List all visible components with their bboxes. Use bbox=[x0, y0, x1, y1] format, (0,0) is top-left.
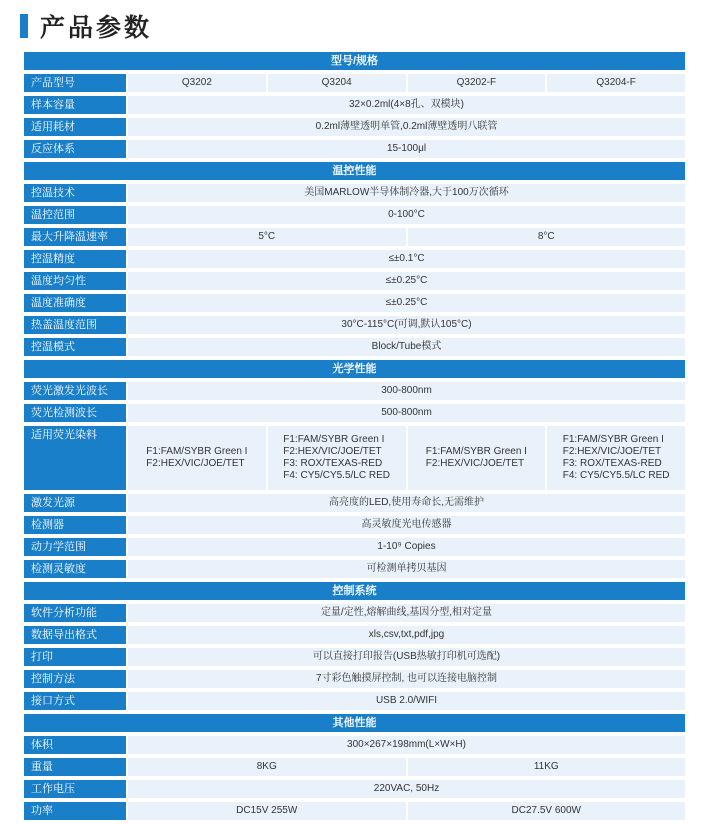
spec-values bbox=[128, 118, 685, 136]
dye-list bbox=[283, 434, 390, 482]
spec-label: 重量 bbox=[24, 758, 126, 776]
spec-label: 温控范围 bbox=[24, 206, 126, 224]
spec-label: 激发光源 bbox=[24, 494, 126, 512]
section-header: 温控性能 bbox=[24, 162, 685, 180]
spec-values bbox=[128, 736, 685, 754]
spec-label: 工作电压 bbox=[24, 780, 126, 798]
spec-value: 220VAC, 50Hz bbox=[128, 780, 685, 798]
page-header bbox=[20, 8, 152, 44]
spec-values bbox=[128, 74, 685, 92]
dye-line: F2:HEX/VIC/JOE/TET bbox=[146, 458, 245, 469]
spec-values bbox=[128, 272, 685, 290]
spec-value: 5°C bbox=[128, 228, 406, 246]
spec-value: 高灵敏度光电传感器 bbox=[128, 516, 685, 534]
spec-row bbox=[24, 802, 685, 820]
section-header: 型号/规格 bbox=[24, 52, 685, 70]
spec-value: ≤±0.25°C bbox=[128, 294, 685, 312]
spec-values bbox=[128, 516, 685, 534]
spec-value: Q3204 bbox=[268, 74, 406, 92]
dye-list bbox=[426, 446, 527, 470]
spec-label: 适用耗材 bbox=[24, 118, 126, 136]
spec-label: 打印 bbox=[24, 648, 126, 666]
spec-value: 1-10⁹ Copies bbox=[128, 538, 685, 556]
spec-value: 高亮度的LED,使用寿命长,无需维护 bbox=[128, 494, 685, 512]
dye-line: F4: CY5/CY5.5/LC RED bbox=[562, 470, 670, 481]
spec-row bbox=[24, 272, 685, 290]
spec-value: 0.2ml薄壁透明单管,0.2ml薄壁透明八联管 bbox=[128, 118, 685, 136]
spec-label: 软件分析功能 bbox=[24, 604, 126, 622]
spec-value: DC15V 255W bbox=[128, 802, 406, 820]
spec-values bbox=[128, 780, 685, 798]
dye-cell bbox=[408, 426, 546, 490]
dye-cell bbox=[128, 426, 266, 490]
spec-row bbox=[24, 96, 685, 114]
spec-label: 荧光检测波长 bbox=[24, 404, 126, 422]
spec-values bbox=[128, 316, 685, 334]
spec-value: Q3204-F bbox=[547, 74, 685, 92]
spec-values bbox=[128, 228, 685, 246]
spec-values bbox=[128, 560, 685, 578]
spec-label: 温度准确度 bbox=[24, 294, 126, 312]
spec-value: 8°C bbox=[408, 228, 686, 246]
dye-cell bbox=[547, 426, 685, 490]
spec-value: 30°C-115°C(可调,默认105°C) bbox=[128, 316, 685, 334]
spec-values bbox=[128, 250, 685, 268]
spec-value: 0-100°C bbox=[128, 206, 685, 224]
spec-row bbox=[24, 338, 685, 356]
spec-value: 可以直接打印报告(USB热敏打印机可选配) bbox=[128, 648, 685, 666]
spec-value: 定量/定性,熔解曲线,基因分型,相对定量 bbox=[128, 604, 685, 622]
spec-value: 300×267×198mm(L×W×H) bbox=[128, 736, 685, 754]
spec-row bbox=[24, 494, 685, 512]
spec-value: Q3202-F bbox=[408, 74, 546, 92]
spec-label: 控温精度 bbox=[24, 250, 126, 268]
spec-values bbox=[128, 494, 685, 512]
spec-row bbox=[24, 206, 685, 224]
dye-line: F2:HEX/VIC/JOE/TET bbox=[283, 446, 382, 457]
spec-row bbox=[24, 74, 685, 92]
spec-row bbox=[24, 560, 685, 578]
spec-row bbox=[24, 516, 685, 534]
spec-values bbox=[128, 692, 685, 710]
spec-value: USB 2.0/WIFI bbox=[128, 692, 685, 710]
dye-line: F3: ROX/TEXAS-RED bbox=[283, 458, 383, 469]
spec-values bbox=[128, 604, 685, 622]
spec-label: 检测灵敏度 bbox=[24, 560, 126, 578]
spec-row bbox=[24, 736, 685, 754]
dye-list bbox=[146, 446, 247, 470]
spec-label: 产品型号 bbox=[24, 74, 126, 92]
spec-value: 美国MARLOW半导体制冷器,大于100万次循环 bbox=[128, 184, 685, 202]
spec-values bbox=[128, 648, 685, 666]
spec-row bbox=[24, 538, 685, 556]
spec-label: 控制方法 bbox=[24, 670, 126, 688]
dye-line: F2:HEX/VIC/JOE/TET bbox=[425, 458, 525, 469]
spec-label: 荧光激发光波长 bbox=[24, 382, 126, 400]
spec-values bbox=[128, 426, 685, 490]
spec-label: 功率 bbox=[24, 802, 126, 820]
spec-label: 体积 bbox=[24, 736, 126, 754]
spec-row bbox=[24, 758, 685, 776]
spec-row bbox=[24, 316, 685, 334]
spec-row bbox=[24, 604, 685, 622]
spec-values bbox=[128, 294, 685, 312]
spec-label: 接口方式 bbox=[24, 692, 126, 710]
spec-value: ≤±0.1°C bbox=[128, 250, 685, 268]
spec-value: 32×0.2ml(4×8孔、双模块) bbox=[128, 96, 685, 114]
spec-row bbox=[24, 648, 685, 666]
spec-row bbox=[24, 184, 685, 202]
spec-values bbox=[128, 140, 685, 158]
dye-line: F1:FAM/SYBR Green I bbox=[425, 446, 527, 457]
spec-row bbox=[24, 228, 685, 246]
spec-value: 可检测单拷贝基因 bbox=[128, 560, 685, 578]
spec-value: Q3202 bbox=[128, 74, 266, 92]
spec-values bbox=[128, 206, 685, 224]
dye-cell bbox=[268, 426, 406, 490]
spec-row bbox=[24, 780, 685, 798]
spec-label: 反应体系 bbox=[24, 140, 126, 158]
spec-label: 最大升降温速率 bbox=[24, 228, 126, 246]
spec-value: xls,csv,txt,pdf,jpg bbox=[128, 626, 685, 644]
spec-row bbox=[24, 626, 685, 644]
dye-line: F1:FAM/SYBR Green I bbox=[562, 434, 664, 445]
page-title: 产品参数 bbox=[40, 14, 153, 42]
dye-line: F3: ROX/TEXAS-RED bbox=[562, 458, 662, 469]
spec-values bbox=[128, 404, 685, 422]
section-header: 光学性能 bbox=[24, 360, 685, 378]
spec-row bbox=[24, 426, 685, 490]
title-accent-bar bbox=[20, 14, 28, 38]
spec-label: 数据导出格式 bbox=[24, 626, 126, 644]
spec-row bbox=[24, 670, 685, 688]
dye-line: F4: CY5/CY5.5/LC RED bbox=[283, 470, 390, 481]
spec-value: ≤±0.25°C bbox=[128, 272, 685, 290]
dye-list bbox=[563, 434, 670, 482]
spec-value: DC27.5V 600W bbox=[408, 802, 686, 820]
spec-values bbox=[128, 670, 685, 688]
spec-label: 样本容量 bbox=[24, 96, 126, 114]
spec-row bbox=[24, 294, 685, 312]
spec-label: 控温模式 bbox=[24, 338, 126, 356]
section-header: 其他性能 bbox=[24, 714, 685, 732]
section-header: 控制系统 bbox=[24, 582, 685, 600]
spec-values bbox=[128, 382, 685, 400]
spec-values bbox=[128, 338, 685, 356]
spec-label: 温度均匀性 bbox=[24, 272, 126, 290]
spec-label: 检测器 bbox=[24, 516, 126, 534]
spec-table bbox=[24, 52, 685, 824]
spec-label: 适用荧光染料 bbox=[24, 426, 126, 490]
dye-line: F2:HEX/VIC/JOE/TET bbox=[562, 446, 662, 457]
spec-row bbox=[24, 250, 685, 268]
spec-label: 控温技术 bbox=[24, 184, 126, 202]
dye-line: F1:FAM/SYBR Green I bbox=[283, 434, 385, 445]
spec-value: 7寸彩色触摸屏控制, 也可以连接电脑控制 bbox=[128, 670, 685, 688]
spec-value: 500-800nm bbox=[128, 404, 685, 422]
spec-values bbox=[128, 802, 685, 820]
spec-label: 动力学范围 bbox=[24, 538, 126, 556]
spec-value: Block/Tube模式 bbox=[128, 338, 685, 356]
dye-line: F1:FAM/SYBR Green I bbox=[146, 446, 248, 457]
spec-row bbox=[24, 692, 685, 710]
spec-row bbox=[24, 140, 685, 158]
spec-row bbox=[24, 118, 685, 136]
spec-label: 热盖温度范围 bbox=[24, 316, 126, 334]
spec-values bbox=[128, 538, 685, 556]
spec-value: 300-800nm bbox=[128, 382, 685, 400]
spec-values bbox=[128, 96, 685, 114]
spec-value: 15-100μl bbox=[128, 140, 685, 158]
spec-value: 8KG bbox=[128, 758, 406, 776]
spec-values bbox=[128, 626, 685, 644]
spec-value: 11KG bbox=[408, 758, 686, 776]
spec-values bbox=[128, 758, 685, 776]
spec-values bbox=[128, 184, 685, 202]
spec-row bbox=[24, 404, 685, 422]
spec-row bbox=[24, 382, 685, 400]
